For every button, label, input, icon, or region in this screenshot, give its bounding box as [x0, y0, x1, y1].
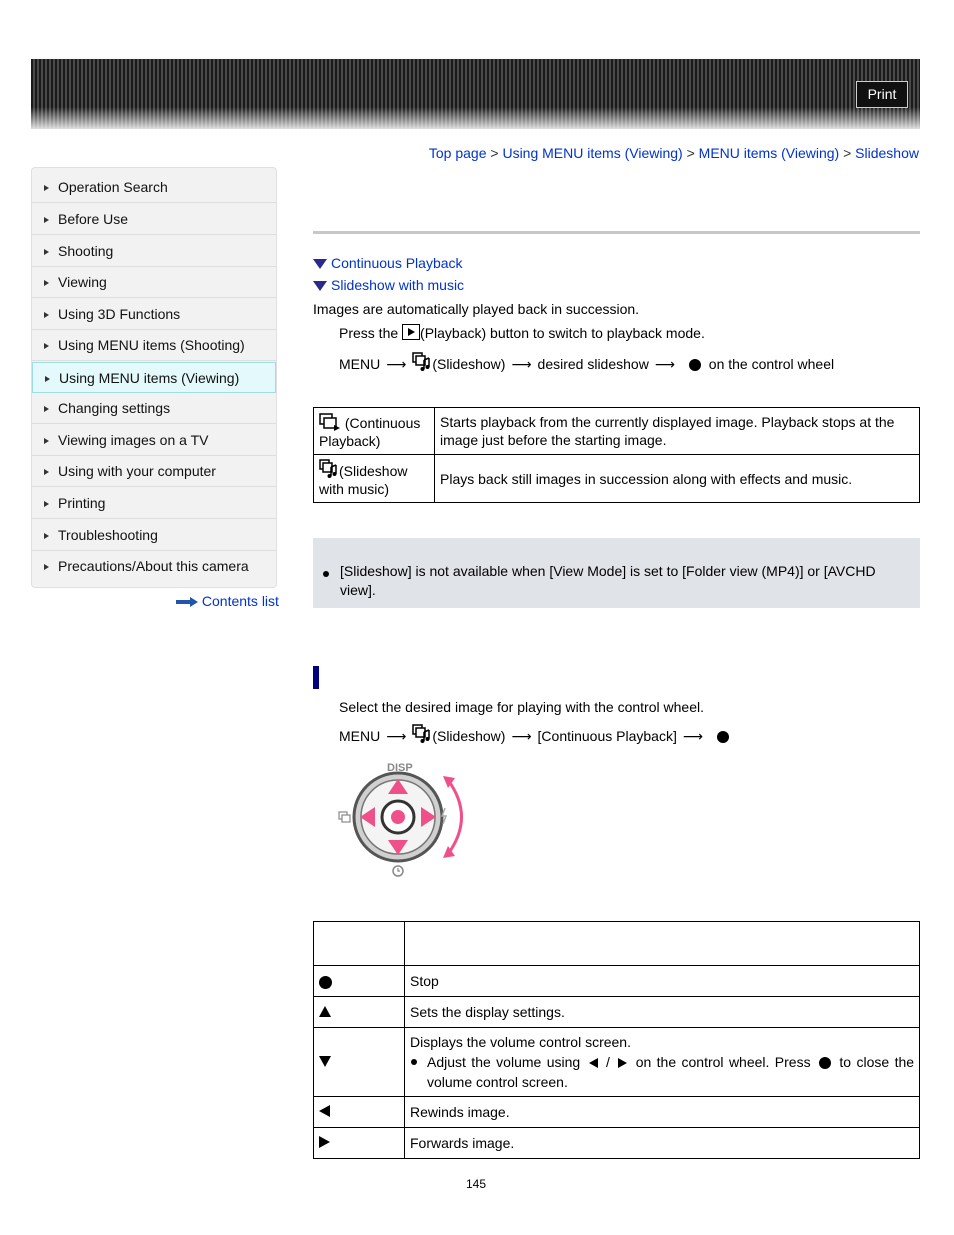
mode-name-cell [314, 408, 435, 455]
op-desc-cell: Stop [405, 966, 920, 997]
menu-label: MENU [339, 356, 381, 372]
slideshow-icon [412, 724, 432, 744]
triangle-down-icon [313, 259, 327, 269]
sidebar-item-label: Using with your computer [58, 463, 216, 479]
continuous-playback-icon [319, 413, 341, 431]
sidebar-item-label: Viewing [58, 274, 107, 290]
continuous-step-2 [339, 724, 729, 745]
op-desc-cell: Rewinds image. [405, 1097, 920, 1128]
table-row [314, 1128, 920, 1159]
breadcrumb-using-menu-viewing[interactable]: Using MENU items (Viewing) [502, 145, 683, 161]
arrow-right-icon: ⟶ [654, 356, 675, 372]
control-wheel-label: on the control wheel [708, 356, 835, 372]
mode-desc-cell: Starts playback from the currently displayed image. Playback stops at the image just before the starting image. [435, 408, 920, 455]
modes-table [313, 407, 920, 503]
breadcrumb-slideshow[interactable]: Slideshow [855, 145, 919, 161]
table-header-row [314, 922, 920, 966]
sidebar-item-viewing[interactable] [32, 267, 276, 298]
sidebar-item-label: Using MENU items (Viewing) [59, 370, 240, 386]
op-sub-text: to close the volume control screen. [427, 1054, 915, 1090]
sidebar-nav [31, 167, 277, 588]
sidebar-item-printing[interactable] [32, 488, 276, 519]
sidebar-item-computer[interactable] [32, 456, 276, 487]
op-sub-text: Adjust the volume using [427, 1054, 581, 1070]
arrow-right-icon [44, 564, 49, 570]
sidebar-item-label: Precautions/About this camera [58, 558, 249, 574]
arrow-right-icon [44, 343, 49, 349]
arrow-right-icon [45, 376, 50, 382]
bullet-icon [411, 1059, 417, 1065]
sidebar-item-shooting[interactable] [32, 236, 276, 267]
op-desc: Displays the volume control screen. [410, 1034, 631, 1050]
sidebar-item-viewing-tv[interactable] [32, 425, 276, 456]
title-divider [313, 231, 920, 234]
anchor-label: Continuous Playback [331, 255, 463, 271]
op-desc-cell: Sets the display settings. [405, 997, 920, 1028]
breadcrumb-separator: > [843, 145, 852, 161]
arrow-right-icon [44, 217, 49, 223]
mode-name-cell [314, 455, 435, 503]
sidebar-item-menu-viewing[interactable] [32, 362, 276, 393]
op-sub-bullet [410, 1052, 914, 1092]
print-button[interactable]: Print [856, 81, 908, 108]
header-cell [405, 922, 920, 966]
key-cell [314, 997, 405, 1028]
arrow-right-icon [44, 533, 49, 539]
anchor-slideshow-music[interactable] [313, 277, 464, 293]
anchor-label: Slideshow with music [331, 277, 465, 293]
arrow-right-icon: ⟶ [386, 356, 407, 372]
bullet-icon [323, 571, 329, 577]
op-sub-text: / [605, 1054, 610, 1070]
sidebar-item-precautions[interactable] [32, 551, 276, 582]
slideshow-music-icon [319, 459, 339, 479]
mode-desc-cell: Plays back still images in succession along with effects and music. [435, 455, 920, 503]
continuous-step-1: Select the desired image for playing with the control wheel. [339, 699, 704, 715]
operations-table [313, 921, 920, 1159]
arrow-right-icon: ⟶ [511, 728, 532, 744]
step-1-post: (Playback) button to switch to playback mode. [420, 325, 705, 341]
arrow-right-icon [44, 249, 49, 255]
triangle-down-icon [313, 281, 327, 291]
header-banner [31, 59, 920, 129]
continuous-playback-label: [Continuous Playback] [537, 728, 677, 744]
breadcrumb-menu-items-viewing[interactable]: MENU items (Viewing) [698, 145, 840, 161]
center-button-icon [819, 1057, 831, 1069]
step-2 [339, 352, 834, 373]
sidebar-item-label: Viewing images on a TV [58, 432, 209, 448]
sidebar-item-label: Using 3D Functions [58, 306, 181, 322]
arrow-right-icon: ⟶ [682, 728, 703, 744]
control-wheel-illustration [335, 758, 470, 880]
table-row [314, 455, 920, 503]
table-row [314, 966, 920, 997]
menu-label: MENU [339, 728, 381, 744]
arrow-right-icon [176, 597, 198, 607]
arrow-right-icon: ⟶ [386, 728, 407, 744]
mode-name: (Slideshow with music) [319, 463, 408, 497]
disp-label: DISP [387, 762, 413, 774]
arrow-right-icon: ⟶ [511, 356, 532, 372]
step-1 [339, 324, 705, 341]
sidebar-item-label: Before Use [58, 211, 129, 227]
center-button-icon [689, 359, 701, 371]
table-row [314, 1097, 920, 1128]
sidebar-item-operation-search[interactable] [32, 172, 276, 203]
key-cell [314, 1028, 405, 1097]
sidebar-item-label: Printing [58, 495, 106, 511]
sidebar-item-label: Changing settings [58, 400, 171, 416]
sidebar-item-label: Operation Search [58, 179, 168, 195]
page-number: 145 [466, 1177, 487, 1191]
note-text: [Slideshow] is not available when [View Mode] is set to [Folder view (MP4)] or [AVCHD view]. [340, 563, 876, 598]
contents-list-label: Contents list [201, 593, 279, 609]
anchor-continuous-playback[interactable] [313, 255, 463, 271]
arrow-right-icon [44, 469, 49, 475]
triangle-right-icon [618, 1058, 627, 1068]
op-sub-text: on the control wheel. Press [635, 1054, 811, 1070]
sidebar-item-troubleshooting[interactable] [32, 520, 276, 551]
triangle-left-icon [589, 1058, 598, 1068]
table-row [314, 1028, 920, 1097]
arrow-right-icon [44, 501, 49, 507]
contents-list-link[interactable] [176, 593, 279, 609]
triangle-up-icon [319, 1006, 331, 1017]
mode-name: (Continuous Playback) [319, 414, 421, 449]
sidebar-item-label: Shooting [58, 243, 114, 259]
breadcrumb-separator: > [490, 145, 499, 161]
sidebar-item-menu-shooting[interactable] [32, 330, 276, 361]
step-1-pre: Press the [339, 325, 399, 341]
center-button-icon [717, 731, 729, 743]
arrow-right-icon [44, 438, 49, 444]
table-row [314, 408, 920, 455]
slideshow-icon [412, 352, 432, 372]
sidebar-item-changing-settings[interactable] [32, 393, 276, 424]
table-row [314, 997, 920, 1028]
desired-slideshow-label: desired slideshow [537, 356, 649, 372]
key-cell [314, 966, 405, 997]
key-cell [314, 1128, 405, 1159]
section-heading-bar [313, 666, 319, 689]
arrow-right-icon [44, 280, 49, 286]
sidebar-item-label: Using MENU items (Shooting) [58, 337, 245, 353]
sidebar-item-before-use[interactable] [32, 204, 276, 235]
breadcrumb-separator: > [686, 145, 695, 161]
triangle-down-icon [319, 1056, 331, 1067]
op-desc-cell: Forwards image. [405, 1128, 920, 1159]
triangle-left-icon [319, 1105, 330, 1117]
playback-icon [402, 324, 420, 340]
sidebar-item-label: Troubleshooting [58, 527, 158, 543]
breadcrumb-top-page[interactable]: Top page [428, 145, 487, 161]
op-desc-cell [405, 1028, 920, 1097]
center-button-icon [319, 976, 332, 989]
arrow-right-icon [44, 185, 49, 191]
sidebar-item-3d-functions[interactable] [32, 299, 276, 330]
arrow-right-icon [44, 406, 49, 412]
intro-text: Images are automatically played back in succession. [313, 301, 640, 317]
arrow-right-icon [44, 312, 49, 318]
breadcrumb [429, 145, 919, 161]
header-cell [314, 922, 405, 966]
note-box [313, 538, 920, 608]
key-cell [314, 1097, 405, 1128]
slideshow-label: (Slideshow) [432, 728, 506, 744]
triangle-right-icon [319, 1136, 330, 1148]
slideshow-label: (Slideshow) [432, 356, 506, 372]
